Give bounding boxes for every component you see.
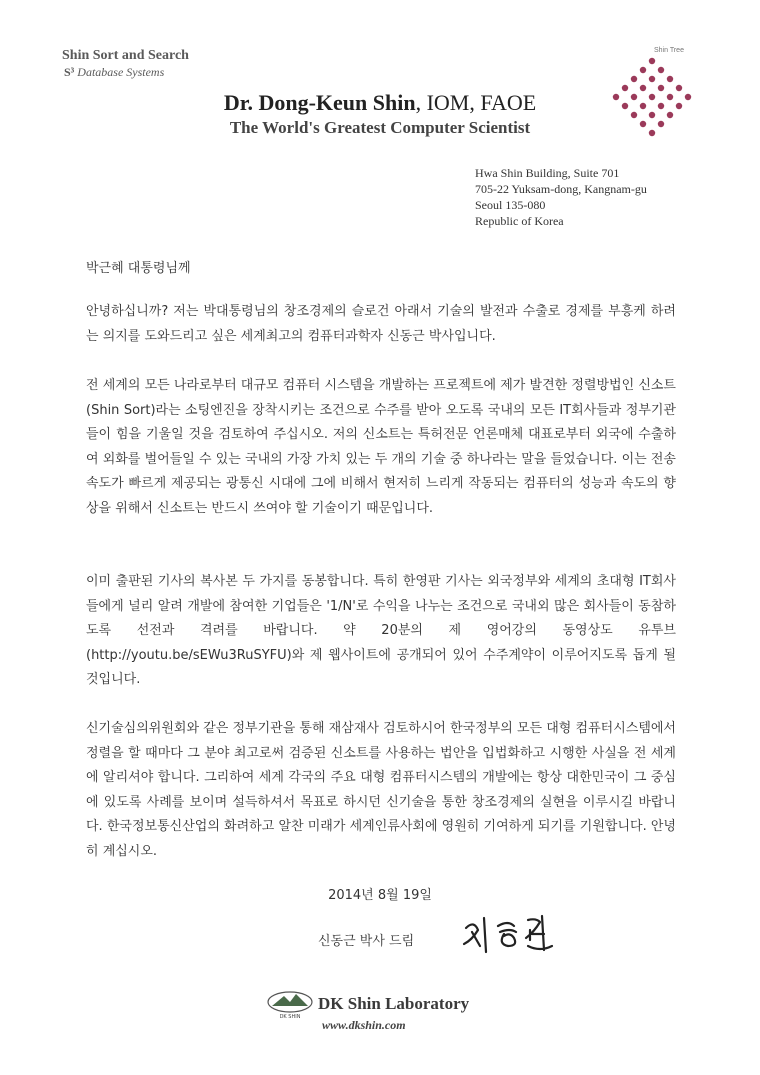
person-titles: , IOM, FAOE (415, 90, 537, 115)
address-line: 705-22 Yuksam-dong, Kangnam-gu (475, 182, 647, 196)
tree-dot (631, 112, 637, 118)
address-line: Republic of Korea (475, 214, 564, 228)
tree-dot (658, 103, 664, 109)
tree-dot (658, 67, 664, 73)
dk-shin-logo (266, 990, 314, 1020)
tree-dot (649, 130, 655, 136)
shin-tree-label: Shin Tree (654, 47, 684, 54)
tree-dot (631, 76, 637, 82)
letter-paragraph: 안녕하십니까? 저는 박대통령님의 창조경제의 슬로건 아래서 기술의 발전과 수출로 경제를 부흥케 하려는 의지를 도와드리고 싶은 세계최고의 컴퓨터과학자 신동근 박사입니다. (86, 304, 676, 344)
letter-paragraph: 신기술심의위원회와 같은 정부기관을 통해 재삼재사 검토하시어 한국정부의 모든 대형 컴퓨터시스템에서 정렬을 할 때마다 그 분야 최고로써 검증된 신소트를 사용하는 법안을 입법화하고 시행한 사실을 전 세계에 알리셔야 합니다. 그리하여 세계 각국의 주요 대형 컴퓨터시스템의 개발에는 항상 대한민국이 그 중심에 있도록 사례를 보이며 설득하셔서 목표로 하시던 신기술을 통한 창조경제의 실현을 이루시길 바랍니다. 한국정보통신산업의 화려하고 알찬 미래가 세계인류사회에 영원히 기여하게 되기를 기원합니다. 안녕히 계십시오. (86, 721, 676, 859)
tree-dot (622, 103, 628, 109)
tree-dot (676, 85, 682, 91)
tree-dot (649, 94, 655, 100)
address-line: Seoul 135-080 (475, 198, 546, 212)
tree-dot (613, 94, 619, 100)
handwritten-signature (460, 910, 580, 960)
tree-dot (631, 94, 637, 100)
logo-text: DK SHIN (279, 1014, 301, 1020)
person-name: Dr. Dong-Keun Shin (223, 90, 416, 115)
s-cubed-mark: S³ (64, 65, 75, 79)
tree-dots (613, 58, 691, 136)
lab-name: DK Shin Laboratory (318, 994, 470, 1013)
tree-dot (667, 112, 673, 118)
letter-date: 2014년 8월 19일 (328, 888, 432, 903)
tree-dot (667, 76, 673, 82)
tree-dot (685, 94, 691, 100)
tree-dot (649, 58, 655, 64)
tree-dot (649, 112, 655, 118)
tree-dot (622, 85, 628, 91)
company-subtitle (64, 65, 164, 80)
company-subtitle-text: Database Systems (77, 65, 165, 79)
letterhead-tagline: The World's Greatest Computer Scientist (229, 118, 531, 137)
letter-paragraph: 전 세계의 모든 나라로부터 대규모 컴퓨터 시스템을 개발하는 프로젝트에 제가 발견한 정렬방법인 신소트(Shin Sort)라는 소팅엔진을 장착시키는 조건으로 수주를 받아 오도록 국내의 모든 IT회사들과 정부기관들이 힘을 기울일 것을 검토하여 주십시오. 저의 신소트는 특허전문 언론매체 대표로부터 외국에 수출하여 외화를 벌어들일 수 있는 국내의 가장 가치 있는 두 개의 기술 중 하나라는 말을 들었습니다. 이는 전송속도가 빠르게 제공되는 광통신 시대에 그에 비해서 현저히 느리게 작동되는 컴퓨터의 성능과 속도의 향상을 위해서 신소트는 반드시 쓰여야 할 기술이기 때문입니다. (86, 378, 676, 516)
shin-tree-logo (604, 55, 700, 139)
tree-dot (658, 85, 664, 91)
tree-dot (640, 85, 646, 91)
tree-dot (649, 76, 655, 82)
tree-dot (640, 121, 646, 127)
address-line: Hwa Shin Building, Suite 701 (475, 166, 620, 180)
tree-dot (640, 67, 646, 73)
address-block (475, 165, 647, 229)
tree-dot (676, 103, 682, 109)
lab-website[interactable]: www.dkshin.com (322, 1018, 406, 1032)
salutation: 박근혜 대통령님께 (86, 261, 191, 276)
tree-dot (658, 121, 664, 127)
tree-dot (640, 103, 646, 109)
letter-paragraph: 이미 출판된 기사의 복사본 두 가지를 동봉합니다. 특히 한영판 기사는 외국정부와 세계의 초대형 IT회사들에게 널리 알려 개발에 참여한 기업들은 '1/N'로 수익을 나누는 조건으로 국내외 많은 회사들이 동참하도록 선전과 격려를 바랍니다. 약 20분의 제 영어강의 동영상도 유투브(http://youtu.be/sEWu3RuSYFU)와 제 웹사이트에 공개되어 있어 수주계약이 이루어지도록 돕게 될 것입니다. (86, 574, 676, 687)
signoff: 신동근 박사 드림 (318, 934, 415, 949)
tree-dot (667, 94, 673, 100)
company-name: Shin Sort and Search (62, 48, 189, 63)
